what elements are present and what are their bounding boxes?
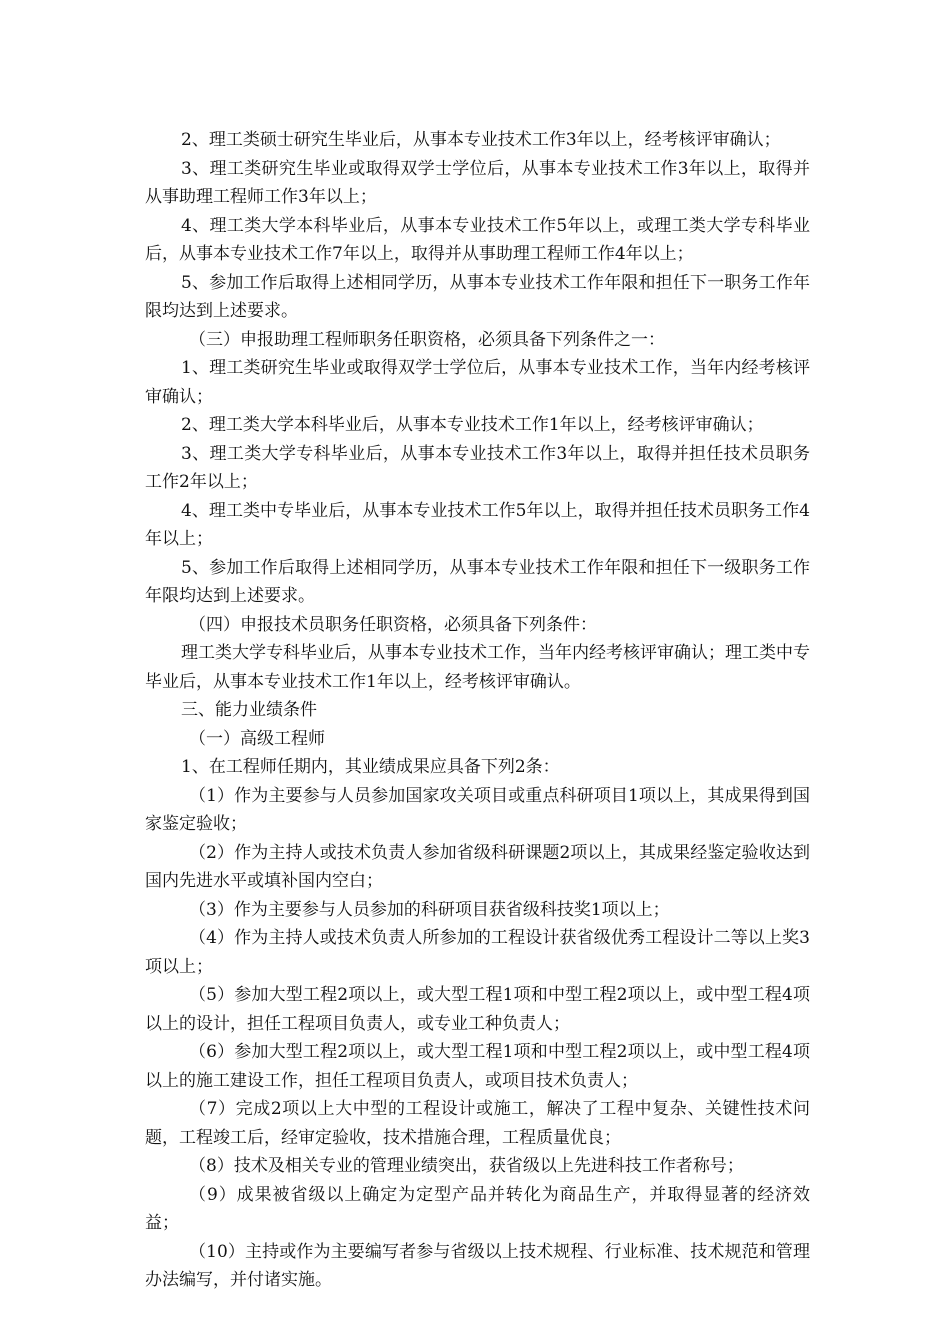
- paragraph-technician: 理工类大学专科毕业后，从事本专业技术工作，当年内经考核评审确认；理工类中专毕业后，从事本专业技术工作1年以上，经考核评审确认。: [145, 643, 810, 692]
- list-item-1: （1）作为主要参与人员参加国家攻关项目或重点科研项目1项以上，其成果得到国家鉴定验收；: [145, 785, 810, 834]
- section-heading-ability: 三、能力业绩条件: [181, 700, 317, 720]
- paragraph-req-3: 3、理工类研究生毕业或取得双学士学位后，从事本专业技术工作3年以上，取得并从事助理工程师工作3年以上；: [145, 158, 810, 207]
- section-heading-technician: （四）申报技术员职务任职资格，必须具备下列条件：: [189, 614, 597, 635]
- list-item-5: （5）参加大型工程2项以上，或大型工程1项和中型工程2项以上，或中型工程4项以上的设计，担任工程项目负责人，或专业工种负责人；: [145, 985, 810, 1034]
- section-heading-assistant-engineer: （三）申报助理工程师职务任职资格，必须具备下列条件之一：: [189, 329, 665, 350]
- list-item-4: （4）作为主持人或技术负责人所参加的工程设计获省级优秀工程设计二等以上奖3项以上；: [145, 928, 810, 977]
- list-item-6: （6）参加大型工程2项以上，或大型工程1项和中型工程2项以上，或中型工程4项以上的施工建设工作，担任工程项目负责人，或项目技术负责人；: [145, 1042, 810, 1091]
- list-item-9: （9）成果被省级以上确定为定型产品并转化为商品生产，并取得显著的经济效益；: [145, 1184, 810, 1233]
- paragraph-assistant-2: 2、理工类大学本科毕业后，从事本专业技术工作1年以上，经考核评审确认；: [181, 415, 764, 435]
- document-page: [145, 126, 810, 1295]
- paragraph-req-2: 2、理工类硕士研究生毕业后，从事本专业技术工作3年以上，经考核评审确认；: [181, 130, 781, 150]
- paragraph-assistant-1: 1、理工类研究生毕业或取得双学士学位后，从事本专业技术工作，当年内经考核评审确认；: [145, 358, 810, 407]
- list-item-8: （8）技术及相关专业的管理业绩突出，获省级以上先进科技工作者称号；: [189, 1156, 744, 1176]
- paragraph-assistant-5: 5、参加工作后取得上述相同学历，从事本专业技术工作年限和担任下一级职务工作年限均达到上述要求。: [145, 557, 810, 606]
- list-item-2: （2）作为主持人或技术负责人参加省级科研课题2项以上，其成果经鉴定验收达到国内先进水平或填补国内空白；: [145, 842, 810, 891]
- paragraph-assistant-4: 4、理工类中专毕业后，从事本专业技术工作5年以上，取得并担任技术员职务工作4年以上；: [145, 500, 810, 549]
- subsection-heading-senior-engineer: （一）高级工程师: [189, 728, 325, 749]
- paragraph-req-4: 4、理工类大学本科毕业后，从事本专业技术工作5年以上，或理工类大学专科毕业后，从事本专业技术工作7年以上，取得并从事助理工程师工作4年以上；: [145, 215, 810, 264]
- paragraph-assistant-3: 3、理工类大学专科毕业后，从事本专业技术工作3年以上，取得并担任技术员职务工作2年以上；: [145, 443, 810, 492]
- paragraph-senior-intro: 1、在工程师任期内，其业绩成果应具备下列2条：: [181, 757, 560, 777]
- paragraph-req-5: 5、参加工作后取得上述相同学历，从事本专业技术工作年限和担任下一职务工作年限均达到上述要求。: [145, 272, 810, 321]
- list-item-3: （3）作为主要参与人员参加的科研项目获省级科技奖1项以上；: [189, 899, 670, 920]
- list-item-10: （10）主持或作为主要编写者参与省级以上技术规程、行业标准、技术规范和管理办法编写，并付诸实施。: [145, 1241, 810, 1290]
- list-item-7: （7）完成2项以上大中型的工程设计或施工，解决了工程中复杂、关键性技术问题，工程竣工后，经审定验收，技术措施合理，工程质量优良；: [145, 1099, 810, 1148]
